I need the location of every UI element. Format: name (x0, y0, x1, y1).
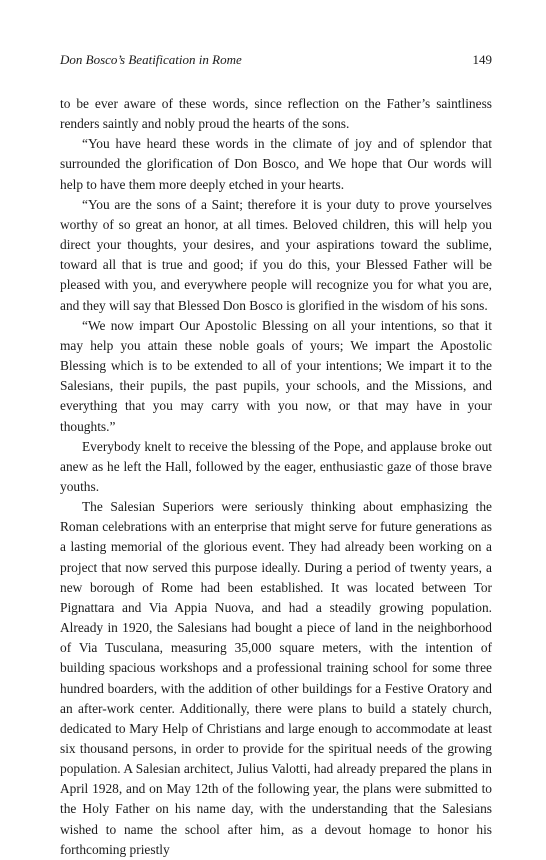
body-text (60, 94, 492, 860)
paragraph: Everybody knelt to receive the blessing of the Pope, and applause broke out anew as he left the Hall, followed by the eager, enthusiastic gaze of those brave youths. (60, 438, 492, 494)
paragraph: to be ever aware of these words, since reflection on the Father’s saintliness renders saintly and nobly proud the hearts of the sons. (60, 96, 492, 132)
paragraph: “You are the sons of a Saint; therefore it is your duty to prove yourselves worthy of so great an honor, at all times. Beloved children, this will help you direct your thoughts, your desires, and your aspirations toward the sublime, toward all that is true and good; if you do this, your Blessed Father will be pleased with you, and everywhere people will recognize you for what you are, and they will say that Blessed Don Bosco is glorified in the wisdom of his sons. (60, 196, 492, 313)
paragraph: The Salesian Superiors were seriously thinking about emphasizing the Roman celebrations with an enterprise that might serve for future generations as a lasting memorial of the glorious event. They had already been working on a project that now served this purpose ideally. During a period of twenty years, a new borough of Rome had been established. It was located between Tor Pignattara and Via Appia Nuova, and had a steadily growing population. Already in 1920, the Salesians had bought a piece of land in the neighborhood of Via Tusculana, measuring 35,000 square meters, with the intention of building spacious workshops and a professional training school for some three hundred boarders, with the addition of other buildings for a Festive Oratory and an after-work center. Additionally, there were plans to build a stately church, dedicated to Mary Help of Christians and large enough to accommodate at least six thousand persons, in order to provide for the spiritual needs of the growing population. A Salesian architect, Julius Valotti, had already prepared the plans in April 1928, and on May 12th of the following year, the plans were submitted to the Holy Father on his name day, with the understanding that the Salesians wished to name the school after him, as a devout homage to honor his forthcoming priestly (60, 499, 492, 857)
running-title: Don Bosco’s Beatification in Rome (60, 52, 242, 67)
paragraph: “We now impart Our Apostolic Blessing on all your intentions, so that it may help you attain these noble goals of yours; We impart the Apostolic Blessing which is to be extended to all of your intentions; We impart it to the Salesians, their pupils, the past pupils, your schools, and the Missions, and everything that you may carry with you now, or that may have in your thoughts.” (60, 317, 492, 434)
paragraph: “You have heard these words in the climate of joy and of splendor that surrounded the glorification of Don Bosco, and We hope that Our words will help to have them more deeply etched in your hearts. (60, 136, 492, 192)
page-number: 149 (472, 52, 492, 67)
page-header (60, 52, 492, 70)
